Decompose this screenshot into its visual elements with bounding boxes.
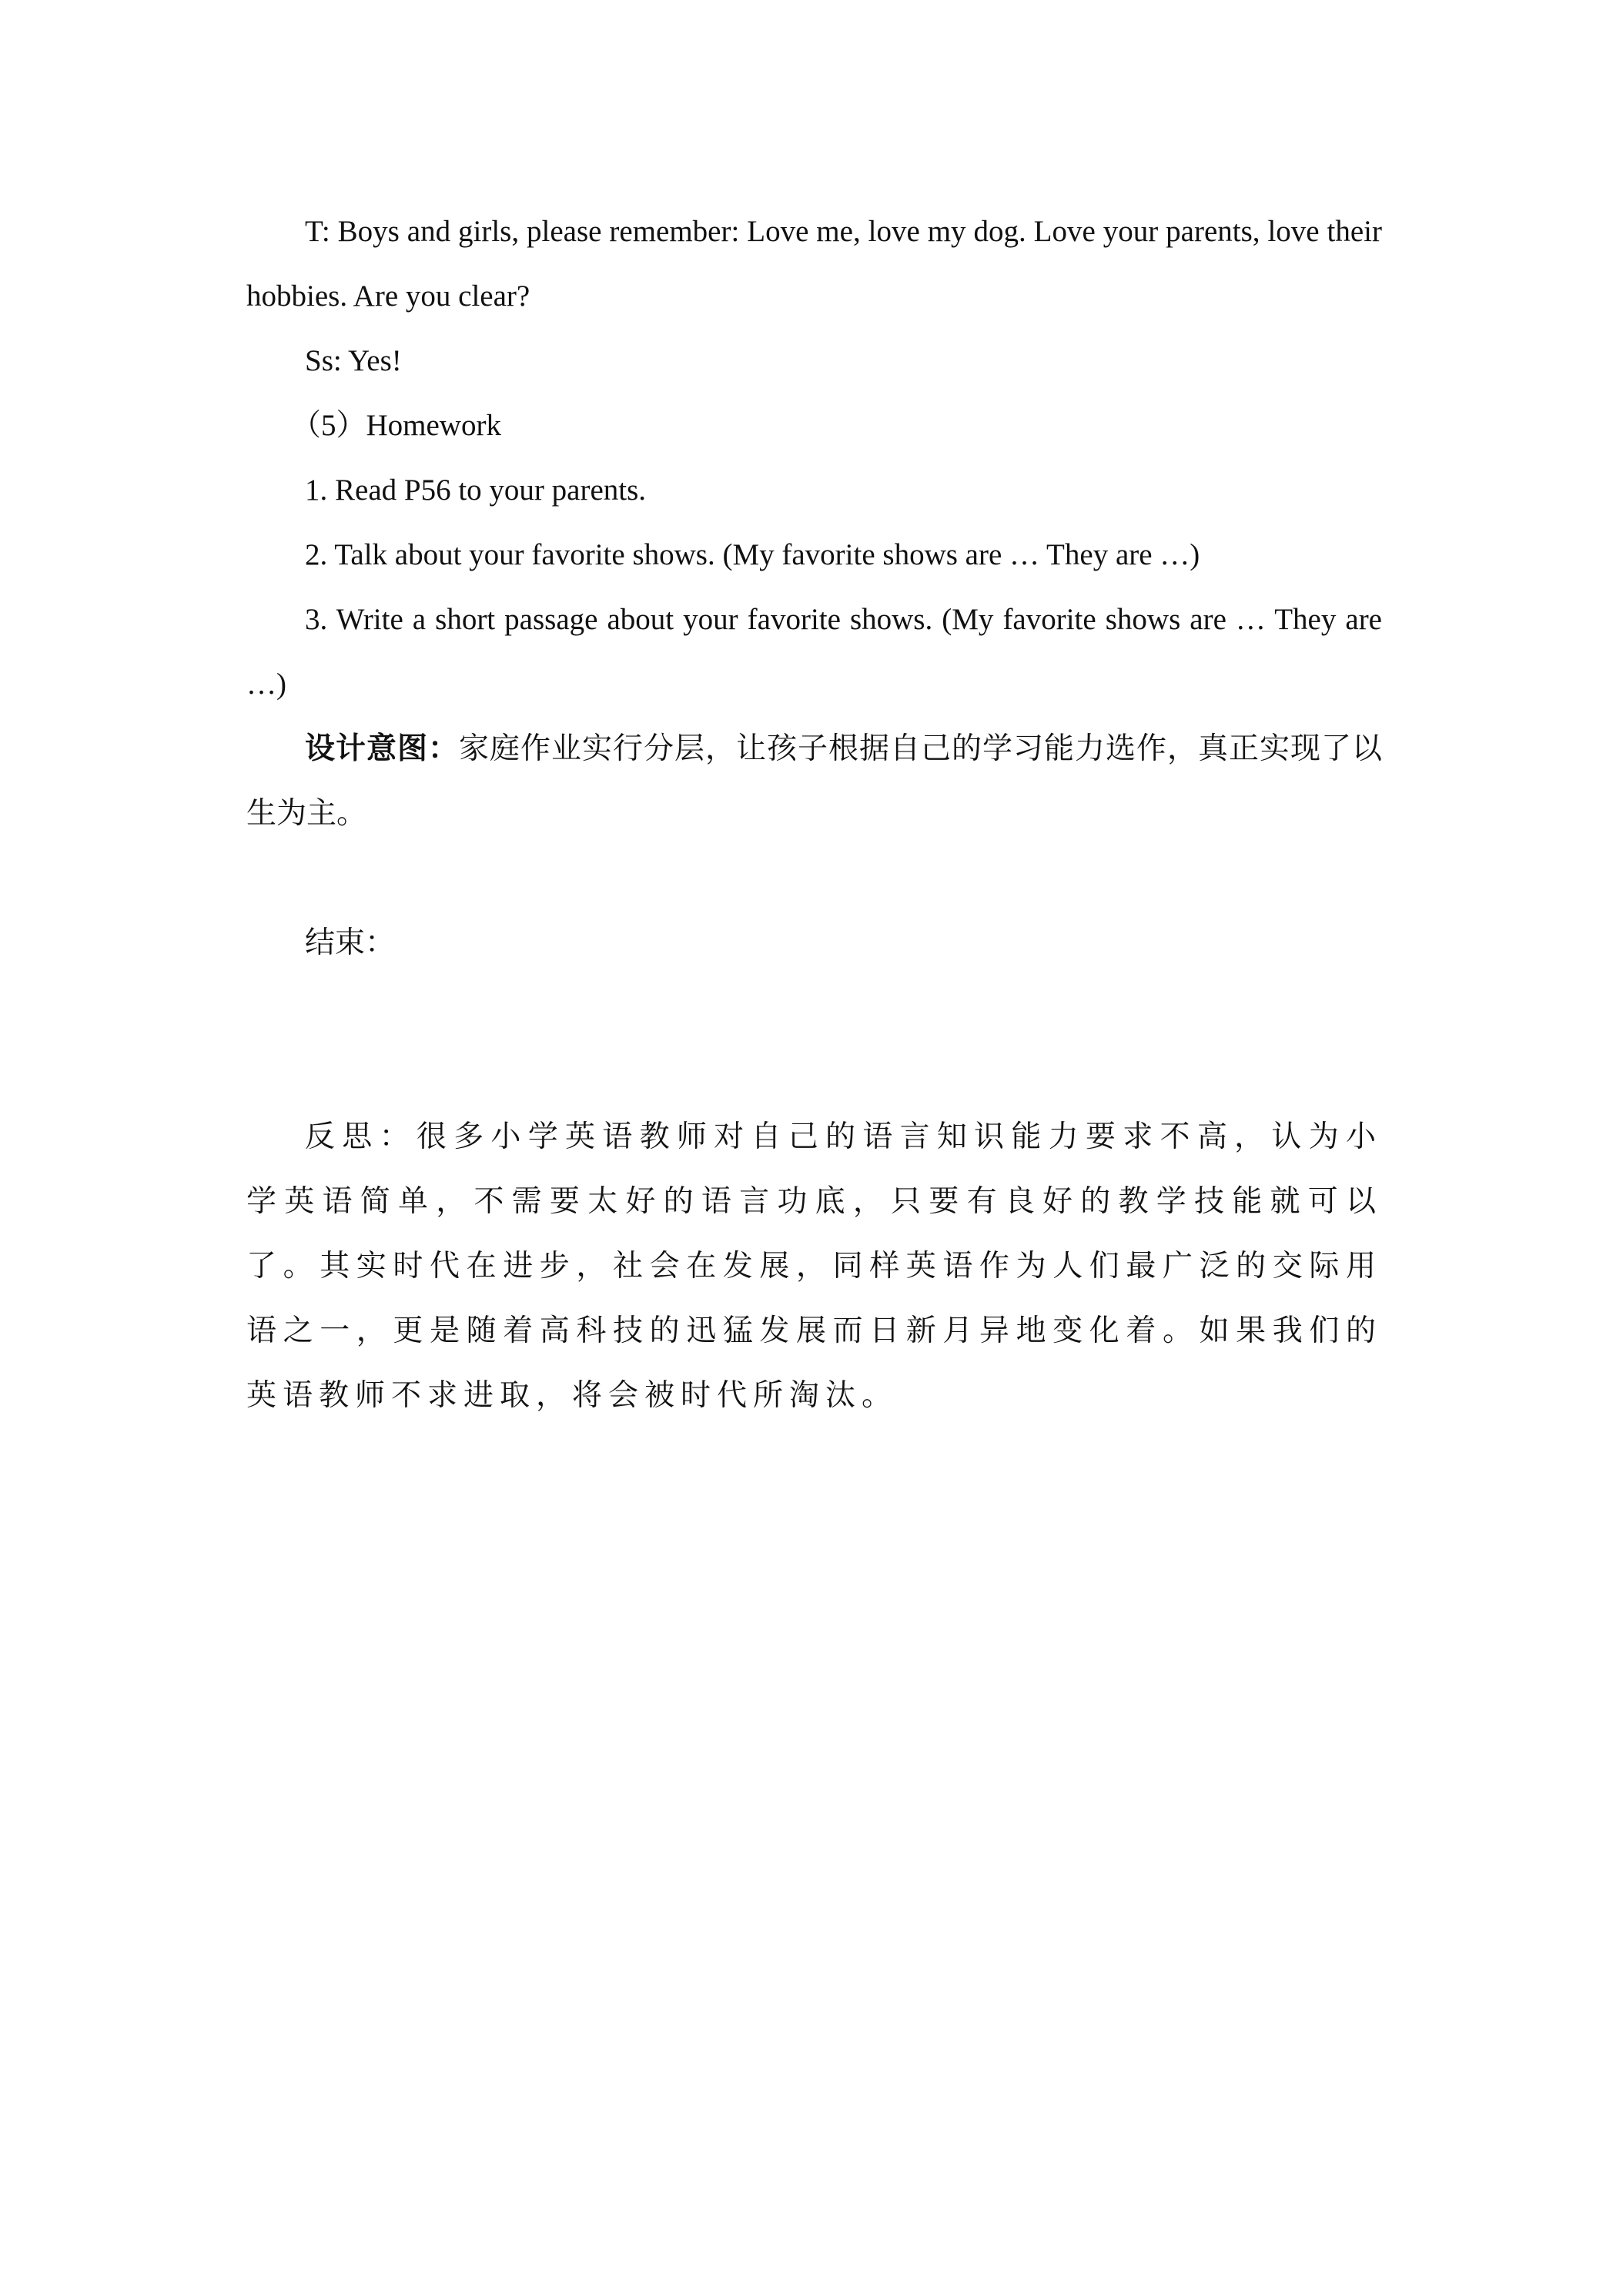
design-intent-label: 设计意图： [305, 732, 459, 765]
students-line: Ss: Yes! [305, 344, 402, 377]
homework-item-1: 1. Read P56 to your parents. [305, 474, 647, 507]
spacer [246, 846, 1382, 911]
reflection-paragraph: 反思：很多小学英语教师对自己的语言知识能力要求不高，认为小学英语简单，不需要太好的语言功底，只要有良好的教学技能就可以了。其实时代在进步，社会在发展，同样英语作为人们最广泛的交际用语之一，更是随着高科技的迅猛发展而日新月异地变化着。如果我们的英语教师不求进取，将会被时代所淘汰。 [246, 1120, 1382, 1412]
homework-item-2: 2. Talk about your favorite shows. (My favorite shows are … They are …) [305, 538, 1200, 571]
design-intent-text: 家庭作业实行分层，让孩子根据自己的学习能力选作，真正实现了以生为主。 [246, 732, 1382, 830]
design-intent-paragraph [246, 717, 1382, 846]
homework-heading: （5）Homework [291, 409, 501, 442]
ending-label: 结束： [305, 926, 396, 959]
spacer [246, 976, 1382, 1105]
teacher-line: T: Boys and girls, please remember: Love me, love my dog. Love your parents, love their hobbies. Are you clear? [246, 215, 1382, 313]
document-body [246, 199, 1382, 1428]
homework-item-3: 3. Write a short passage about your favorite shows. (My favorite shows are … They are …) [246, 603, 1382, 701]
